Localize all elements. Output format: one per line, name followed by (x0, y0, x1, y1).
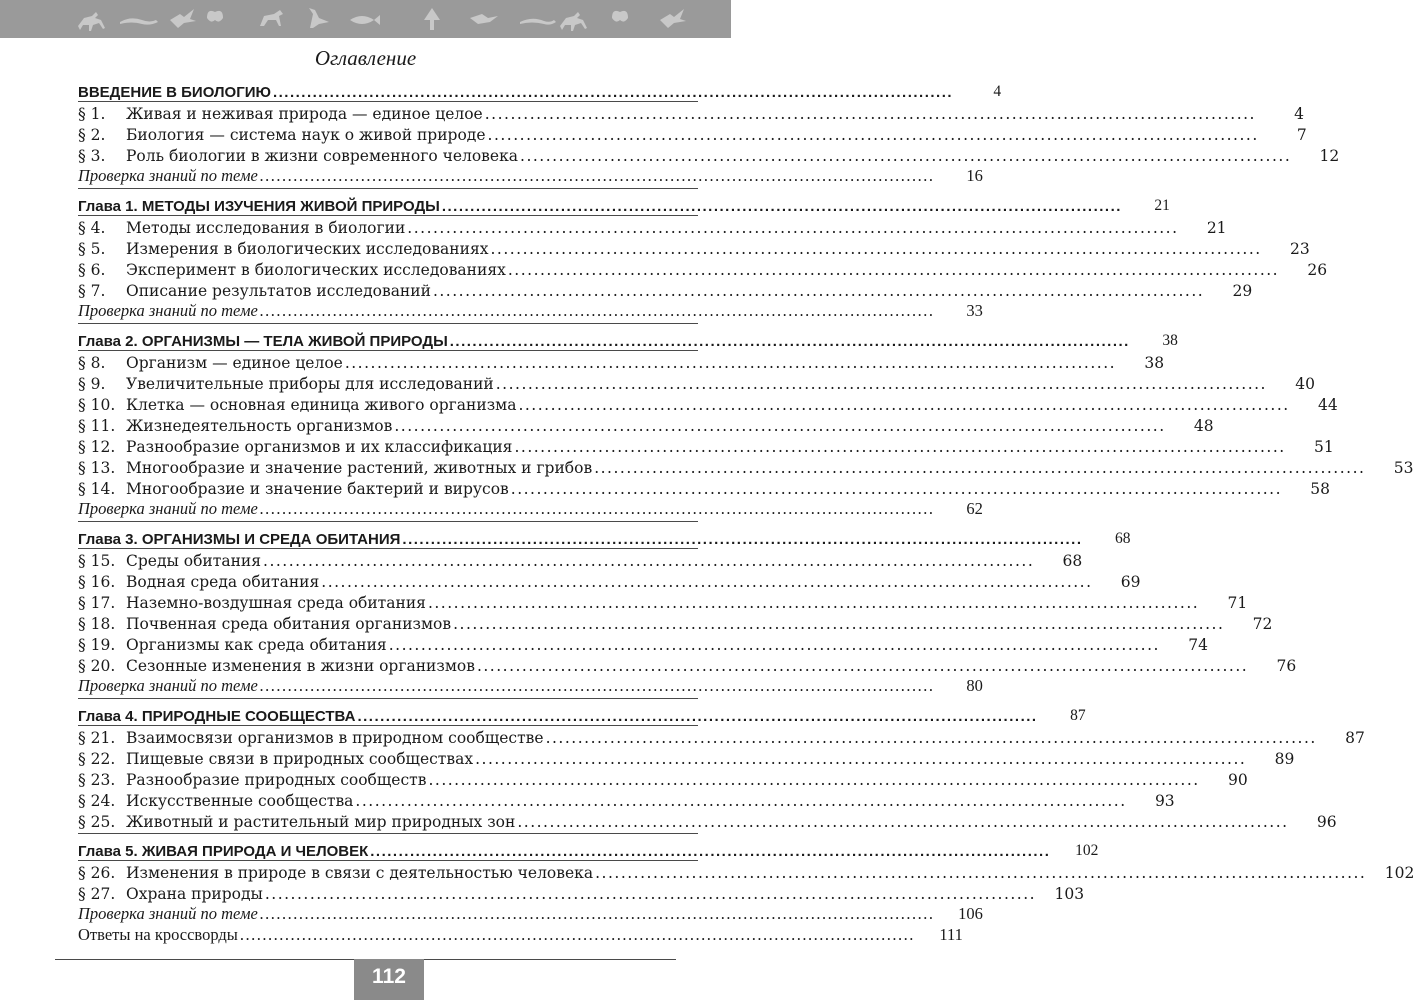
dot-leader: ........................................................................................................................ (449, 333, 1130, 350)
toc-chapter-heading (78, 702, 1086, 726)
toc-entry-number: § 19. (78, 636, 116, 654)
toc-page-number: 48 (1193, 417, 1214, 435)
toc-page-number: 29 (1232, 282, 1253, 300)
toc-entry (78, 372, 1315, 393)
toc-entry (78, 102, 1304, 123)
toc-page-number: 51 (1313, 438, 1334, 456)
toc-chapter-heading (78, 327, 1178, 351)
dot-leader: ........................................................................................................................ (507, 261, 1280, 279)
page-number: 112 (354, 959, 424, 1000)
toc-entry-title: Глава 4. ПРИРОДНЫЕ СООБЩЕСТВА (78, 708, 356, 725)
toc-entry-title: Клетка — основная единица живого организма (126, 396, 517, 414)
dot-leader: ........................................................................................................................ (259, 676, 935, 695)
toc-page-number: 33 (966, 301, 983, 320)
toc-entry-number: § 14. (78, 480, 116, 498)
toc-entry-title: Измерения в биологических исследованиях (126, 240, 489, 258)
toc-page-number: 80 (966, 676, 983, 695)
toc-entry-title: Разнообразие организмов и их классификация (126, 438, 513, 456)
dot-leader: ........................................................................................................................ (344, 354, 1117, 372)
dot-leader: ........................................................................................................................ (259, 499, 935, 518)
dot-leader: ........................................................................................................................ (407, 219, 1179, 237)
toc-page-number: 58 (1310, 480, 1331, 498)
dot-leader: ........................................................................................................................ (321, 573, 1093, 591)
toc-entry-title: Ответы на кроссворды (78, 925, 238, 944)
toc-entry-number: § 9. (78, 375, 106, 393)
toc-page-number: 76 (1276, 657, 1297, 675)
dot-leader: ........................................................................................................................ (272, 84, 954, 101)
toc-chapter-heading (78, 78, 1002, 102)
toc-entry-number: § 1. (78, 105, 106, 123)
section-divider (78, 698, 698, 699)
crane-icon (309, 8, 329, 28)
toc-entry-title: Изменения в природе в связи с деятельностью человека (126, 864, 594, 882)
toc-entry-title: ВВЕДЕНИЕ В БИОЛОГИЮ (78, 84, 271, 101)
toc-entry-title: Методы исследования в биологии (126, 219, 406, 237)
toc-entry-number: § 24. (78, 792, 116, 810)
dog-icon (260, 10, 283, 26)
toc-entry (78, 810, 1337, 831)
toc-chapter-heading (78, 192, 1170, 216)
toc-entry (78, 435, 1334, 456)
toc-page-number: 26 (1307, 261, 1328, 279)
toc-page-number: 21 (1154, 197, 1170, 214)
toc-entry-title: Почвенная среда обитания организмов (126, 615, 452, 633)
toc-entry-title: Глава 1. МЕТОДЫ ИЗУЧЕНИЯ ЖИВОЙ ПРИРОДЫ (78, 198, 440, 215)
dot-leader: ........................................................................................................................ (487, 126, 1259, 144)
toc-entry-title: Водная среда обитания (126, 573, 320, 591)
toc-entry (78, 570, 1141, 591)
toc-entry (78, 123, 1307, 144)
dot-leader: ........................................................................................................................ (427, 594, 1200, 612)
toc-page-number: 87 (1070, 707, 1086, 724)
lizard-icon (120, 18, 158, 24)
toc-entry-number: § 13. (78, 459, 116, 477)
toc-page-number: 72 (1252, 615, 1273, 633)
section-divider (78, 188, 698, 189)
banner-animal-silhouettes (0, 0, 731, 38)
toc-answers-entry (78, 924, 963, 945)
toc-entry (78, 393, 1338, 414)
toc-entry-title: Многообразие и значение бактерий и вирусов (126, 480, 509, 498)
toc-page-number: 96 (1316, 813, 1337, 831)
toc-page-number: 111 (939, 925, 963, 944)
dot-leader: ........................................................................................................................ (510, 480, 1283, 498)
toc-entry (78, 456, 1414, 477)
toc-entry-number: § 7. (78, 282, 106, 300)
toc-entry-title: Биология — система наук о живой природе (126, 126, 486, 144)
toc-entry-title: Охрана природы (126, 885, 263, 903)
dot-leader: ........................................................................................................................ (357, 708, 1038, 725)
toc-entry (78, 414, 1214, 435)
butterfly-icon (207, 11, 223, 22)
toc-entry-number: § 20. (78, 657, 116, 675)
toc-entry-title: Взаимосвязи организмов в природном сообществе (126, 729, 544, 747)
dot-leader: ........................................................................................................................ (475, 750, 1247, 768)
toc-page-number: 12 (1319, 147, 1340, 165)
toc-entry-title: Описание результатов исследований (126, 282, 431, 300)
toc-entry-title: Среды обитания (126, 552, 262, 570)
toc-review-entry (78, 300, 983, 321)
toc-entry (78, 654, 1297, 675)
page-footer (0, 959, 731, 1000)
toc-page-number: 53 (1393, 459, 1414, 477)
toc-page-number: 23 (1289, 240, 1310, 258)
dot-leader: ........................................................................................................................ (355, 792, 1127, 810)
toc-page-number: 62 (966, 499, 983, 518)
toc-entry (78, 612, 1273, 633)
toc-entry (78, 861, 1414, 882)
toc-entry-number: § 15. (78, 552, 116, 570)
toc-entry-number: § 22. (78, 750, 116, 768)
toc-entry-title: Проверка знаний по теме (78, 499, 258, 518)
toc-entry (78, 882, 1085, 903)
toc-entry (78, 351, 1165, 372)
horse-icon (78, 12, 105, 31)
toc-entry-number: § 26. (78, 864, 116, 882)
toc-review-entry (78, 165, 983, 186)
toc-entry-title: Разнообразие природных сообществ (126, 771, 427, 789)
toc-page-number: 93 (1154, 792, 1175, 810)
toc-entry-number: § 5. (78, 240, 106, 258)
tree-icon (424, 8, 440, 30)
toc-entry-title: Проверка знаний по теме (78, 904, 258, 923)
toc-chapter-heading (78, 837, 1099, 861)
toc-entry-number: § 3. (78, 147, 106, 165)
toc-chapter-heading (78, 525, 1131, 549)
toc-entry-title: Организмы как среда обитания (126, 636, 387, 654)
toc-page-number: 21 (1206, 219, 1227, 237)
toc-page-number: 102 (1075, 842, 1099, 859)
toc-entry-title: Сезонные изменения в жизни организмов (126, 657, 475, 675)
toc-entry-title: Глава 2. ОРГАНИЗМЫ — ТЕЛА ЖИВОЙ ПРИРОДЫ (78, 333, 448, 350)
dot-leader: ........................................................................................................................ (484, 105, 1256, 123)
toc-entry-number: § 16. (78, 573, 116, 591)
toc-entry-number: § 4. (78, 219, 106, 237)
horse-icon (560, 12, 587, 31)
toc-page-number: 69 (1120, 573, 1141, 591)
toc-entry (78, 726, 1365, 747)
section-divider (78, 833, 698, 834)
toc-entry-title: Многообразие и значение растений, животных и грибов (126, 459, 593, 477)
dot-leader: ........................................................................................................................ (476, 657, 1249, 675)
lizard-icon (520, 19, 556, 25)
dot-leader: ........................................................................................................................ (388, 636, 1160, 654)
toc-entry (78, 237, 1310, 258)
toc-page-number: 68 (1062, 552, 1083, 570)
dot-leader: ........................................................................................................................ (239, 925, 915, 944)
toc-entry-title: Пищевые связи в природных сообществах (126, 750, 474, 768)
toc-entry (78, 747, 1295, 768)
dot-leader: ........................................................................................................................ (394, 417, 1166, 435)
bird-icon (170, 9, 196, 28)
toc-page-number: 90 (1227, 771, 1248, 789)
toc-page-number: 4 (993, 83, 1002, 100)
dot-leader: ........................................................................................................................ (259, 301, 935, 320)
toc-page-number: 38 (1162, 332, 1178, 349)
dot-leader: ........................................................................................................................ (520, 147, 1292, 165)
toc-page-number: 102 (1384, 864, 1414, 882)
dot-leader: ........................................................................................................................ (545, 729, 1317, 747)
toc-entry-number: § 25. (78, 813, 116, 831)
dot-leader: ........................................................................................................................ (517, 813, 1289, 831)
toc-review-entry (78, 903, 983, 924)
dot-leader: ........................................................................................................................ (402, 531, 1083, 548)
toc-entry (78, 144, 1340, 165)
toc-page-number: 87 (1345, 729, 1365, 747)
toc-entry-title: Проверка знаний по теме (78, 676, 258, 695)
toc-entry-title: Искусственные сообщества (126, 792, 354, 810)
dot-leader: ........................................................................................................................ (495, 375, 1267, 393)
toc-entry-title: Глава 3. ОРГАНИЗМЫ И СРЕДА ОБИТАНИЯ (78, 531, 401, 548)
toc-entry (78, 633, 1208, 654)
dot-leader: ........................................................................................................................ (595, 864, 1367, 882)
section-divider (78, 323, 698, 324)
toc-entry (78, 591, 1248, 612)
toc-entry-title: Глава 5. ЖИВАЯ ПРИРОДА И ЧЕЛОВЕК (78, 843, 369, 860)
dot-leader: ........................................................................................................................ (263, 552, 1035, 570)
toc-entry-title: Живая и неживая природа — единое целое (126, 105, 483, 123)
dot-leader: ........................................................................................................................ (441, 198, 1122, 215)
toc-entry-number: § 8. (78, 354, 106, 372)
dot-leader: ........................................................................................................................ (594, 459, 1366, 477)
toc-entry-title: Организм — единое целое (126, 354, 343, 372)
toc-entry-number: § 18. (78, 615, 116, 633)
dot-leader: ........................................................................................................................ (370, 843, 1051, 860)
toc-entry (78, 477, 1331, 498)
toc-entry-number: § 12. (78, 438, 116, 456)
toc-entry (78, 768, 1248, 789)
toc-entry (78, 279, 1253, 300)
toc-entry-title: Роль биологии в жизни современного человека (126, 147, 519, 165)
fish-icon (350, 15, 380, 25)
toc-entry-number: § 11. (78, 417, 116, 435)
toc-entry-title: Жизнедеятельность организмов (126, 417, 393, 435)
toc-entry-title: Эксперимент в биологических исследованиях (126, 261, 506, 279)
dot-leader: ........................................................................................................................ (428, 771, 1200, 789)
toc-page-number: 106 (958, 904, 983, 923)
toc-page-number: 71 (1227, 594, 1248, 612)
dot-leader: ........................................................................................................................ (264, 885, 1037, 903)
toc-entry-number: § 21. (78, 729, 116, 747)
toc-page-number: 38 (1144, 354, 1165, 372)
toc-entry-title: Проверка знаний по теме (78, 166, 258, 185)
toc-page-number: 89 (1274, 750, 1295, 768)
header-banner (0, 0, 731, 38)
toc-page-number: 7 (1296, 126, 1307, 144)
toc-entry (78, 258, 1328, 279)
bird-icon (660, 9, 686, 28)
dot-leader: ........................................................................................................................ (518, 396, 1290, 414)
toc-page-number: 40 (1295, 375, 1315, 393)
dot-leader: ........................................................................................................................ (259, 904, 935, 923)
section-divider (78, 521, 698, 522)
bird-icon (470, 14, 498, 24)
toc-entry-number: § 6. (78, 261, 106, 279)
dot-leader: ........................................................................................................................ (259, 166, 935, 185)
toc-page-number: 74 (1188, 636, 1208, 654)
toc-entry-number: § 17. (78, 594, 116, 612)
dot-leader: ........................................................................................................................ (453, 615, 1225, 633)
toc-entry-title: Животный и растительный мир природных зон (126, 813, 516, 831)
toc-entry-number: § 2. (78, 126, 106, 144)
toc-entry-title: Наземно-воздушная среда обитания (126, 594, 426, 612)
dot-leader: ........................................................................................................................ (490, 240, 1262, 258)
dot-leader: ........................................................................................................................ (432, 282, 1205, 300)
toc-entry (78, 789, 1175, 810)
toc-entry-number: § 10. (78, 396, 116, 414)
toc-page-number: 68 (1115, 530, 1131, 547)
toc-page-number: 44 (1317, 396, 1338, 414)
toc-entry-number: § 23. (78, 771, 116, 789)
table-of-contents (78, 78, 1414, 945)
toc-review-entry (78, 675, 983, 696)
toc-entry (78, 216, 1227, 237)
toc-entry-number: § 27. (78, 885, 116, 903)
toc-review-entry (78, 498, 983, 519)
toc-entry-title: Проверка знаний по теме (78, 301, 258, 320)
dot-leader: ........................................................................................................................ (514, 438, 1286, 456)
toc-page-number: 4 (1294, 105, 1304, 123)
page-title: Оглавление (314, 46, 417, 70)
butterfly-icon (612, 11, 628, 22)
toc-entry-title: Увеличительные приборы для исследований (126, 375, 494, 393)
toc-page-number: 103 (1054, 885, 1085, 903)
toc-page-number: 16 (966, 166, 983, 185)
toc-entry (78, 549, 1083, 570)
